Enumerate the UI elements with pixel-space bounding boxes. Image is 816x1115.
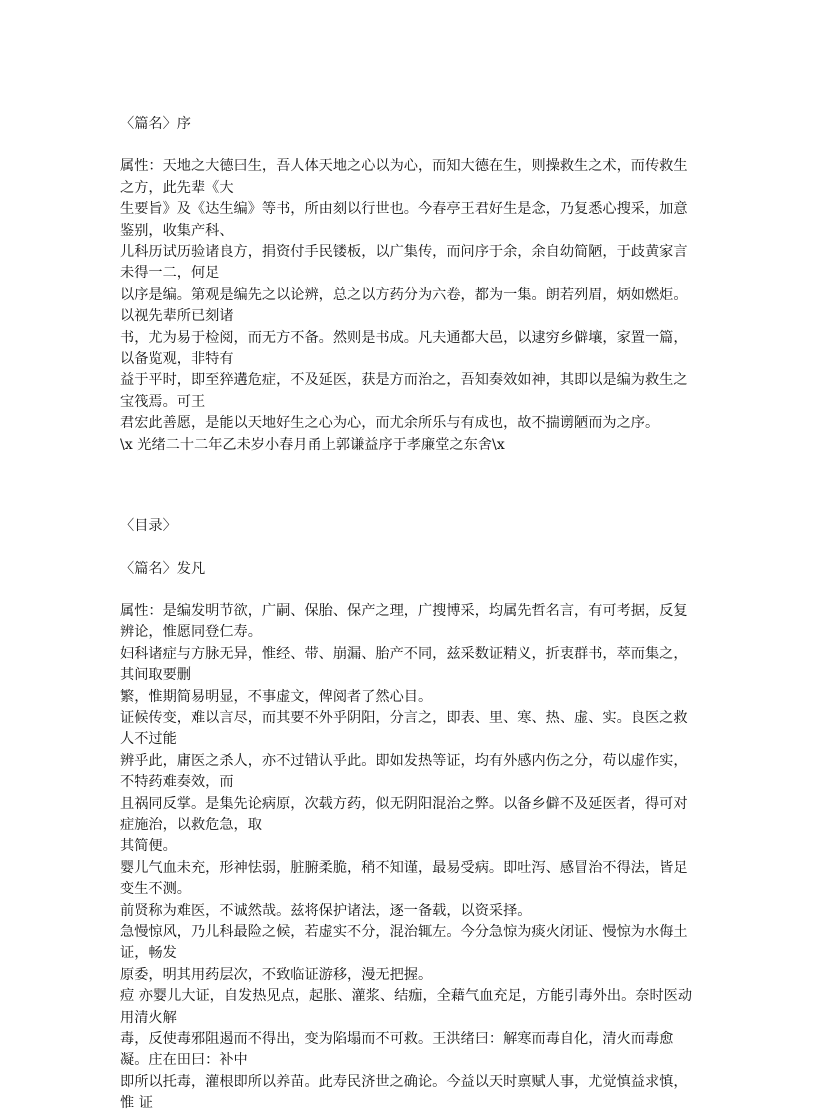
fafan-line: 且祸同反掌。是集先论病原，次载方药，似无阴阳混治之弊。以备乡僻不及延医者，得可对症施治，以救危急，取 (120, 795, 688, 833)
spacer (120, 580, 698, 601)
fafan-body (120, 601, 698, 1115)
preface-line: 生要旨》及《达生编》等书，所由刻以行世也。今春亭王君好生是念，乃复悉心搜采，加意鉴别，收集产科、 (120, 201, 688, 239)
fafan-line: 前贤称为难医，不诚然哉。兹将保护诸法，逐一备载，以资采择。 (120, 902, 532, 919)
fafan-line: 属性：是编发明节欲，广嗣、保胎、保产之理，广搜博采，均属先哲名言，有可考据，反复辨论，惟愿同登仁寿。 (120, 602, 688, 641)
spacer (120, 135, 698, 156)
preface-line: 益于平时，即至猝遘危症，不及延医，获是方而治之，吾知奏效如神，其即以是编为救生之宝筏焉。可王 (120, 372, 688, 410)
preface-signature: \x 光绪二十二年乙未岁小春月甬上郭谦益序于孝廉堂之东舍\x (120, 436, 505, 453)
spacer (120, 456, 698, 516)
fafan-header: 〈篇名〉发凡 (120, 560, 206, 577)
preface-line: 君宏此善愿，是能以天地好生之心为心，而尤余所乐与有成也，故不揣谫陋而为之序。 (120, 415, 660, 432)
fafan-line: 繁，惟期简易明显，不事虚文，俾阅者了然心目。 (120, 688, 433, 705)
toc-header: 〈目录〉 (120, 518, 177, 535)
spacer (120, 538, 698, 559)
fafan-line: 妇科诸症与方脉无异，惟经、带、崩漏、胎产不同，兹采数证精义，折衷群书，萃而集之，其间取要删 (120, 645, 688, 684)
fafan-line: 毒，反使毒邪阻遏而不得出，变为陷塌而不可救。王洪绪曰：解寒而毒自化，清火而毒愈凝。庄在田曰：补中 (120, 1031, 674, 1069)
fafan-line: 原委，明其用药层次，不致临证游移，漫无把握。 (120, 966, 433, 983)
fafan-line: 证候传变，难以言尽，而其要不外乎阴阳，分言之，即表、里、寒、热、虚、实。良医之救人不过能 (120, 709, 688, 748)
preface-line: 属性：天地之大德曰生，吾人体天地之心以为心，而知大德在生，则操救生之术，而传救生之方，此先辈《大 (120, 158, 688, 196)
preface-line: 儿科历试历验诸良方，捐资付手民镂板，以广集传，而问序于余，余自幼简陋，于歧黄家言未得一二，何足 (120, 244, 688, 282)
fafan-line: 即所以托毒，灌根即所以养苗。此寿民济世之确论。今益以天时禀赋人事，尤觉慎益求慎，惟 证 (120, 1073, 688, 1112)
document-page (120, 114, 698, 1115)
fafan-line: 辨乎此，庸医之杀人，亦不过错认乎此。即如发热等证，均有外感内伤之分，苟以虚作实，不特药难奏效，而 (120, 752, 688, 791)
preface-line: 以序是编。第观是编先之以论辨，总之以方药分为六卷，都为一集。朗若列眉，炳如燃炬。以视先辈所已刻诸 (120, 286, 688, 325)
fafan-line: 其简便。 (120, 838, 177, 855)
fafan-line: 痘 亦婴儿大证，自发热见点，起胀、灌浆、结痂，全藉气血充足，方能引毒外出。奈时医动用清火解 (120, 988, 693, 1026)
preface-header: 〈篇名〉序 (120, 116, 191, 132)
preface-body (120, 156, 698, 456)
fafan-line: 婴儿气血未充，形神怯弱，脏腑柔脆，稍不知谨，最易受病。即吐泻、感冒治不得法，皆足变生不测。 (120, 859, 688, 898)
preface-line: 书，尤为易于检阅，而无方不备。然则是书成。凡夫通都大邑，以逮穷乡僻壤，家置一篇，以备览观，非特有 (120, 329, 688, 368)
fafan-line: 急慢惊风，乃儿科最险之候，若虚实不分，混治辄左。今分急惊为痰火闭证、慢惊为水侮土证，畅发 (120, 924, 688, 962)
